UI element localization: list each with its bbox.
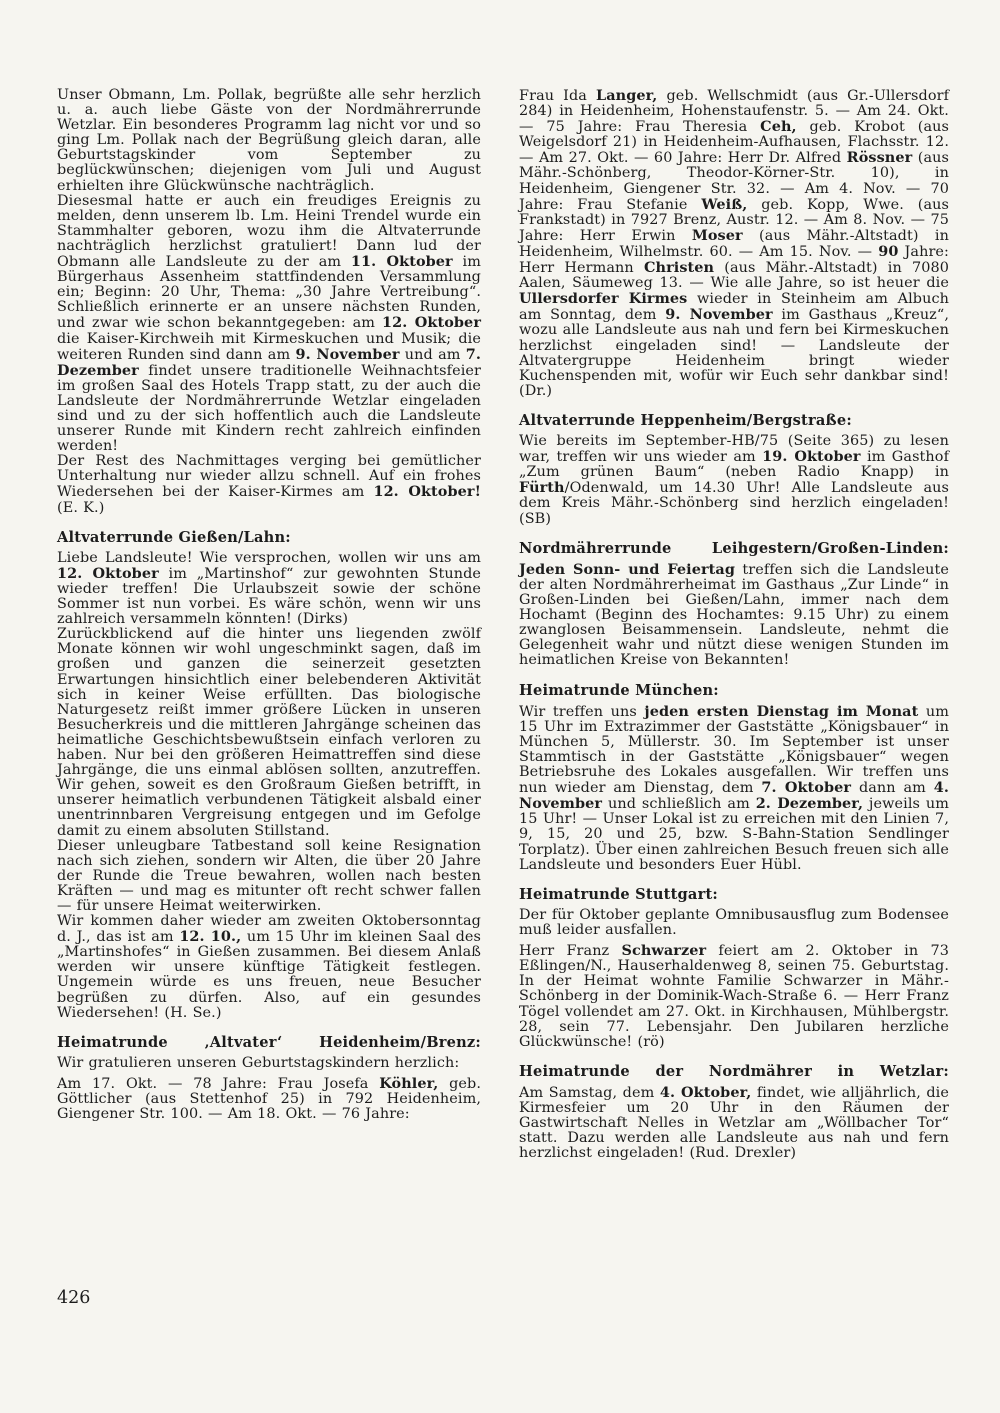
paragraph-heppenheim-treffen: Wie bereits im September-HB/75 (Seite 365) zu lesen war, treffen wir uns wieder am 19. Oktober im Gasthof „Zum grünen Baum“ (neben Radio Knapp) in Fürth/Odenwald, um 14.30 Uhr! Alle Landsleute aus dem Kreis Mähr.-Schönberg sind herzlich eingeladen! (SB)	[519, 433, 949, 527]
bold-emphasis: Christen	[643, 259, 715, 277]
right-column	[519, 88, 949, 1161]
paragraph-heidenheim-geburtstage-2: Frau Ida Langer, geb. Wellschmidt (aus Gr.-Ullersdorf 284) in Heidenheim, Hohenstaufenstr. 5. — Am 24. Okt. — 75 Jahre: Frau Theresia Ceh, geb. Krobot (aus Weigelsdorf 21) in Heidenheim-Aufhausen, Flachsstr. 12. — Am 27. Okt. — 60 Jahre: Herr Dr. Alfred Rössner (aus Mähr.-Schönberg, Theodor-Körner-Str. 10), in Heidenheim, Giengener Str. 32. — Am 4. Nov. — 70 Jahre: Frau Stefanie Weiß, geb. Kopp, Wwe. (aus Frankstadt) in 7927 Brenz, Austr. 12. — Am 8. Nov. — 75 Jahre: Herr Erwin Moser (aus Mähr.-Altstadt) in Heidenheim, Wilhelmstr. 60. — Am 15. Nov. — 90 Jahre: Herr Hermann Christen (aus Mähr.-Altstadt) in 7080 Aalen, Säumeweg 13. — Wie alle Jahre, so ist heuer die Ullersdorfer Kirmes wieder in Steinheim am Albuch am Sonntag, dem 9. November im Gasthaus „Kreuz“, wozu alle Landsleute aus nah und fern bei Kirmeskuchen herzlichst eingeladen sind! — Landsleute der Altvatergruppe Heidenheim bringt wieder Kuchenspenden mit, wofür wir Euch sehr dankbar sind! (Dr.)	[519, 87, 950, 399]
paragraph-heidenheim-geburtstage-1: Am 17. Okt. — 78 Jahre: Frau Josefa Köhler, geb. Göttlicher (aus Stettenhof 25) in 792 Heidenheim, Giengener Str. 100. — Am 18. Okt. — 76 Jahre:	[57, 1075, 482, 1123]
paragraph-giessen-resignation: Dieser unleugbare Tatbestand soll keine Resignation nach sich ziehen, sondern wir Alten, die über 20 Jahre der Runde die Treue bewahren, wollen nach besten Kräften — und mag es mitunter oft recht schwer fallen — für unsere Heimat weiterwirken.	[57, 837, 481, 914]
bold-emphasis: 12. Oktober	[57, 564, 159, 582]
paragraph-heidenheim-gratulation: Wir gratulieren unseren Geburtstagskindern herzlich:	[57, 1054, 460, 1071]
article-columns	[57, 88, 949, 1161]
bold-emphasis: 11. Oktober	[350, 253, 453, 271]
bold-emphasis: 19. Oktober	[762, 448, 861, 466]
paragraph-giessen-rueckblick: Zurückblickend auf die hinter uns liegenden zwölf Monate können wir wohl ungeschminkt sagen, daß im großen und ganzen die seinerzeit gesetzten Erwartungen hinsichtlich einer belebenderen Aktivität sich in keiner Weise erfüllten. Das biologische Naturgesetz reißt immer größere Lücken in unseren Besucherkreis und die mittleren Jahrgänge scheinen das heimatliche Geschichtsbewußtsein einfach verloren zu haben. Nur bei den größeren Heimattreffen sind diese Jahrgänge, die uns einmal ablösen sollten, anzutreffen. Wir gehen, soweit es den Großraum Gießen betrifft, in unserer heimatlich verbundenen Tätigkeit alsbald einer unentrinnbaren Vergreisung entgegen und im Gefolge damit zu einem absoluten Stillstand.	[57, 626, 481, 839]
paragraph-stuttgart-jubilare: Herr Franz Schwarzer feiert am 2. Oktober in 73 Eßlingen/N., Hauserhaldenweg 8, seinen 75. Geburtstag. In der Heimat wohnte Familie Schwarzer in Mähr.-Schönberg in der Dominik-Wach-Straße 6. — Herr Franz Tögel vollendet am 27. Okt. in Kirchhausen, Mühlbergstr. 28, sein 77. Lebensjahr. Den Jubilaren herzliche Glückwünsche! (rö)	[519, 942, 949, 1050]
paragraph-nachmittag-ende: Der Rest des Nachmittages verging bei gemütlicher Unterhaltung nur wieder allzu schnell. Auf ein frohes Wiedersehen bei der Kaiser-Kirmes am 12. Oktober! (E. K.)	[57, 453, 481, 516]
bold-emphasis: 7. Oktober	[761, 779, 852, 797]
bold-emphasis: 9. November	[295, 345, 400, 363]
bold-emphasis: Schwarzer	[621, 942, 707, 960]
bold-emphasis: Ullersdorfer Kirmes	[519, 290, 688, 308]
section-heading-nordmaehrer-wetzlar: Heimatrunde der Nordmährer in Wetzlar:	[519, 1062, 949, 1080]
bold-emphasis: 4. November	[519, 779, 949, 813]
bold-emphasis: 12. 10.,	[179, 928, 242, 946]
bold-emphasis: 12. Oktober!	[373, 483, 481, 501]
paragraph-obmann-pollak: Unser Obmann, Lm. Pollak, begrüßte alle sehr herzlich u. a. auch liebe Gäste von der Nordmährerrunde Wetzlar. Ein besonderes Programm lag nicht vor und so ging Lm. Pollak nach der Begrüßung gleich daran, alle Geburtstagskinder vom September zu beglückwünschen; diejenigen vom Juli und August erhielten ihre Glückwünsche nachträglich.	[57, 87, 481, 194]
left-column	[57, 88, 481, 1161]
section-heading-leihgestern-grossen-linden: Nordmährerrunde Leihgestern/Großen-Linden:	[519, 539, 949, 557]
paragraph-leihgestern-treffen: Jeden Sonn- und Feiertag treffen sich die Landsleute der alten Nordmährerheimat im Gasthaus „Zur Linde“ in Großen-Linden bei Gießen/Lahn, immer nach dem Hochamt (Beginn des Hochamtes: 9.15 Uhr) zu einem zwanglosen Beisammensein. Landsleute, nehmt die Gelegenheit wahr und nützt diese wenigen Stunden im heimatlichen Kreise von Bekannten!	[519, 560, 950, 669]
section-heading-giessen-lahn: Altvaterrunde Gießen/Lahn:	[57, 528, 291, 546]
bold-emphasis: Rössner	[846, 149, 913, 167]
bold-emphasis: Köhler,	[379, 1075, 439, 1093]
bold-emphasis: Fürth	[519, 479, 565, 497]
bold-emphasis: Langer,	[596, 87, 658, 104]
paragraph-wetzlar-kirmesfeier: Am Samstag, dem 4. Oktober, findet, wie alljährlich, die Kirmesfeier um 20 Uhr in den Räumen der Gastwirtschaft Nelles in Wetzlar am „Wöllbacher Tor“ statt. Dazu werden alle Landsleute aus nah und fern herzlichst eingeladen! (Rud. Drexler)	[519, 1083, 949, 1162]
bold-emphasis: 9. November	[665, 306, 773, 324]
bold-emphasis: Weiß,	[701, 195, 748, 213]
bold-emphasis: 12. Oktober	[382, 314, 481, 332]
section-heading-muenchen: Heimatrunde München:	[519, 681, 719, 699]
page-number: 426	[57, 1288, 91, 1308]
paragraph-giessen-treffen: Liebe Landsleute! Wie versprochen, wollen wir uns am 12. Oktober im „Martinshof“ zur gewohnten Stunde wieder treffen! Die Urlaubszeit sowie der schöne Sommer ist nun vorbei. Es wäre schön, wenn wir uns zahlreich versammeln könnten! (Dirks)	[57, 549, 481, 628]
bold-emphasis: jeden ersten Dienstag im Monat	[644, 702, 919, 720]
bold-emphasis: 90	[878, 242, 899, 260]
bold-emphasis: Ceh,	[760, 118, 797, 136]
paragraph-giessen-oktobersonntag: Wir kommen daher wieder am zweiten Oktobersonntag d. J., das ist am 12. 10., um 15 Uhr im kleinen Saal des „Martinshofes“ in Gießen zusammen. Bei diesem Anlaß werden wir unsere künftige Tätigkeit festlegen. Ungemein würde es uns freuen, neue Besucher begrüßen zu dürfen. Also, auf ein gesundes Wiedersehen! (H. Se.)	[57, 913, 481, 1021]
paragraph-muenchen-stammtisch: Wir treffen uns jeden ersten Dienstag im Monat um 15 Uhr im Extrazimmer der Gaststätte „Königsbauer“ in München 5, Müllerstr. 30. Im September ist unser Stammtisch in der Gaststätte „Königsbauer“ wegen Betriebsruhe des Lokales ausgefallen. Wir treffen uns nun wieder am Dienstag, dem 7. Oktober dann am 4. November und schließlich am 2. Dezember, jeweils um 15 Uhr! — Unser Lokal ist zu erreichen mit den Linien 7, 9, 15, 20 und 25, bzw. S-Bahn-Station Sendlinger Torplatz). Über einen zahlreichen Besuch freuen sich alle Landsleute und besonders Euer Hübl.	[519, 702, 949, 873]
bold-emphasis: Moser	[691, 226, 743, 244]
bold-emphasis: 4. Oktober,	[659, 1083, 752, 1101]
bold-emphasis: 7. Dezember	[57, 345, 482, 379]
bold-emphasis: 2. Dezember,	[755, 795, 864, 813]
paragraph-stammhalter-termine: Diesesmal hatte er auch ein freudiges Ereignis zu melden, denn unserem lb. Lm. Heini Trendel wurde ein Stammhalter geboren, wozu ihm die Altvaterrunde nachträglich herzlichst gratuliert! Dann lud der Obmann alle Landsleute zu der am 11. Oktober im Bürgerhaus Assenheim stattfindenden Versammlung ein; Beginn: 20 Uhr, Thema: „30 Jahre Vertreibung“. Schließlich erinnerte er an unsere nächsten Runden, und zwar wie schon bekanntgegeben: am 12. Oktober die Kaiser-Kirchweih mit Kirmeskuchen und Musik; die weiteren Runden sind dann am 9. November und am 7. Dezember findet unsere traditionelle Weihnachtsfeier im großen Saal des Hotels Trapp statt, zu der auch die Landsleute der Nordmährerrunde Wetzlar eingeladen sind und zu der sich hoffentlich auch die Landsleute unserer Runde mit Kindern recht zahlreich einfinden werden!	[57, 192, 482, 455]
section-heading-heidenheim-brenz: Heimatrunde ‚Altvater‘ Heidenheim/Brenz:	[57, 1033, 481, 1051]
paragraph-stuttgart-ausflug: Der für Oktober geplante Omnibusausflug zum Bodensee muß leider ausfallen.	[519, 906, 949, 939]
section-heading-heppenheim-bergstrasse: Altvaterrunde Heppenheim/Bergstraße:	[519, 411, 852, 429]
bold-emphasis: Jeden Sonn- und Feiertag	[519, 560, 735, 578]
section-heading-stuttgart: Heimatrunde Stuttgart:	[519, 885, 718, 903]
